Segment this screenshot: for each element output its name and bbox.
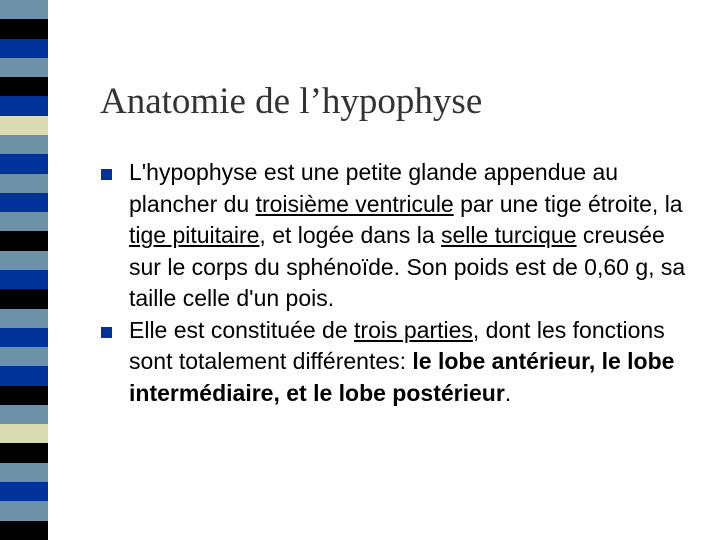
sidebar-block (0, 116, 48, 135)
sidebar-block (0, 135, 48, 154)
sidebar-block (0, 174, 48, 193)
link-troisieme-ventricule[interactable]: troisième ventricule (255, 190, 454, 217)
bullet-text-2-part-5: . (504, 379, 512, 406)
sidebar-block (0, 347, 48, 366)
bullet-text-1-part-3: par une tige étroite, la (453, 190, 683, 217)
bullet-text-2-part-3: , dont les fonctions sont totalement différentes: (129, 316, 665, 374)
sidebar-block (0, 39, 48, 58)
sidebar-block (0, 405, 48, 424)
sidebar-block (0, 231, 48, 250)
bullet-text-1-part-1: L'hypophyse est une petite glande appendue au plancher du (129, 159, 619, 217)
link-trois-parties[interactable]: trois parties (354, 316, 473, 343)
sidebar-block (0, 154, 48, 173)
sidebar-block (0, 463, 48, 482)
sidebar-block (0, 328, 48, 347)
sidebar-block (0, 19, 48, 38)
sidebar-block (0, 77, 48, 96)
square-bullet-icon (101, 327, 112, 338)
sidebar-block (0, 386, 48, 405)
bullet-text-2-part-1: Elle est constituée de (129, 316, 355, 343)
sidebar-block (0, 193, 48, 212)
sidebar-block (0, 501, 48, 520)
sidebar-block (0, 58, 48, 77)
sidebar-block (0, 270, 48, 289)
sidebar-block (0, 0, 48, 19)
sidebar-block (0, 482, 48, 501)
sidebar-block (0, 251, 48, 270)
sidebar-block (0, 521, 48, 540)
bullet-text-2-lobes: le lobe antérieur, le lobe intermédiaire, et le lobe postérieur (129, 348, 675, 406)
sidebar-block (0, 212, 48, 231)
sidebar-block (0, 424, 48, 443)
sidebar-block (0, 443, 48, 462)
sidebar-block (0, 96, 48, 115)
bullet-text-1-part-5: , et logée dans la (259, 222, 441, 248)
slide-title: Anatomie de l’hypophyse (100, 81, 483, 122)
bullet-item-2 (101, 315, 701, 410)
bullet-list (101, 157, 701, 409)
bullet-item-1 (101, 157, 701, 315)
square-bullet-icon (101, 169, 112, 180)
sidebar-block (0, 289, 48, 308)
link-selle-turcique[interactable]: selle turcique (441, 222, 577, 248)
decorative-sidebar (0, 0, 48, 540)
sidebar-block (0, 366, 48, 385)
link-tige-pituitaire[interactable]: tige pituitaire (129, 222, 260, 248)
sidebar-block (0, 309, 48, 328)
bullet-text-1-part-7: creusée sur le corps du sphénoïde. Son poids est de 0,60 g, sa taille celle d'un pois. (129, 222, 686, 311)
